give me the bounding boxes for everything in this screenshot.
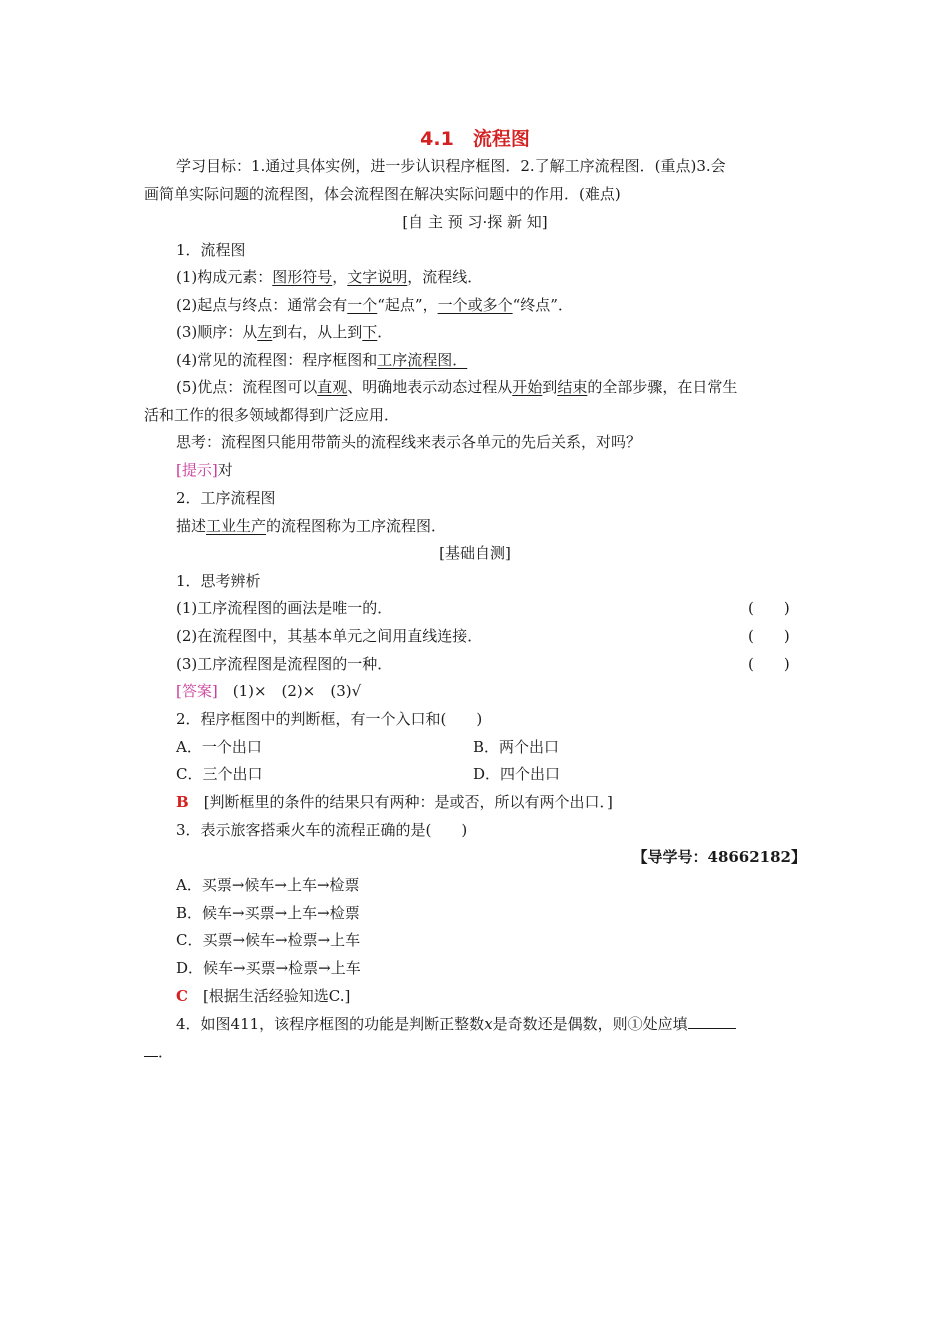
text: (1)构成元素： — [176, 268, 273, 286]
underlined-answer: 图形符号 — [272, 268, 333, 286]
text: ． — [158, 1043, 174, 1061]
q2-answer — [176, 792, 613, 812]
basic-header: [基础自测] — [439, 544, 511, 562]
section-header: [自 主 预 习·探 新 知] — [402, 213, 548, 231]
answer-paren: ( ) — [748, 599, 790, 617]
text: (5)优点：流程图可以 — [176, 378, 318, 396]
text: 、明确地表示动态过程从 — [347, 378, 513, 396]
q3-answer — [176, 986, 350, 1006]
s1-item-5 — [176, 377, 737, 397]
q2-option-c: C．三个出口 — [176, 765, 263, 783]
hint-tag: [提示] — [176, 461, 218, 479]
objectives-line-1: 学习目标：1.通过具体实例，进一步认识程序框图．2.了解工序流程图．(重点)3.会 — [176, 157, 726, 175]
underlined-answer: 工序流程图． — [377, 351, 468, 369]
answer-paren: ( ) — [748, 627, 790, 645]
underlined-answer: 开始 — [512, 378, 543, 396]
q1-heading: 1．思考辨析 — [176, 572, 261, 590]
text: 描述 — [176, 517, 207, 535]
page-title: 4.1 流程图 — [420, 128, 530, 150]
q1-item-1: (1)工序流程图的画法是唯一的． — [176, 599, 393, 617]
text: 到 — [542, 378, 558, 396]
text: 到右，从上到 — [272, 323, 363, 341]
s2-text — [176, 516, 446, 536]
text: 的全部步骤，在日常生 — [587, 378, 738, 396]
text: 的流程图称为工序流程图． — [266, 517, 447, 535]
s2-heading: 2．工序流程图 — [176, 489, 276, 507]
text: “终点”． — [512, 296, 573, 314]
q3-option-d: D．候车→买票→检票→上车 — [176, 959, 361, 977]
q4-stem-cont — [144, 1042, 173, 1062]
guide-number: 【导学号：48662182】 — [632, 848, 806, 866]
q1-answer — [176, 681, 361, 701]
text: “起点”， — [377, 296, 438, 314]
s1-item-3 — [176, 322, 392, 342]
s1-item-2 — [176, 295, 573, 315]
underlined-answer: 直观 — [317, 378, 348, 396]
answer-explanation: [判断框里的条件的结果只有两种：是或否，所以有两个出口．] — [188, 793, 613, 811]
text: ． — [377, 323, 393, 341]
hint-text: 对 — [217, 461, 233, 479]
text: ，流程线． — [407, 268, 483, 286]
q1-item-2: (2)在流程图中，其基本单元之间用直线连接． — [176, 627, 483, 645]
text: 4．如图411，该程序框图的功能是判断正整数 — [176, 1015, 485, 1033]
text: (2)起点与终点：通常会有 — [176, 296, 348, 314]
answer-letter: C — [176, 987, 188, 1005]
text: 是奇数还是偶数，则①处应填 — [492, 1015, 688, 1033]
q2-option-b: B．两个出口 — [473, 738, 560, 756]
objectives-line-2: 画简单实际问题的流程图，体会流程图在解决实际问题中的作用．(难点) — [144, 185, 621, 203]
underlined-answer: 工业生产 — [206, 517, 267, 535]
answer-letter: B — [176, 793, 189, 811]
s1-heading: 1．流程图 — [176, 241, 246, 259]
s1-item-5-cont: 活和工作的很多领域都得到广泛应用． — [144, 406, 400, 424]
answer-paren: ( ) — [748, 655, 790, 673]
answer-tag: [答案] — [176, 682, 218, 700]
underlined-answer: 左 — [257, 323, 273, 341]
text: ， — [332, 268, 348, 286]
answer-text: (1)× (2)× (3)√ — [217, 682, 362, 700]
underlined-answer: 一个 — [347, 296, 378, 314]
q3-option-c: C．买票→候车→检票→上车 — [176, 931, 361, 949]
q2-option-a: A．一个出口 — [176, 738, 262, 756]
s1-item-1 — [176, 267, 482, 287]
think-question: 思考：流程图只能用带箭头的流程线来表示各单元的先后关系，对吗？ — [176, 433, 642, 451]
fill-blank — [144, 1042, 158, 1057]
underlined-answer: 下 — [362, 323, 378, 341]
q2-option-d: D．四个出口 — [473, 765, 561, 783]
variable-x: x — [484, 1015, 493, 1033]
underlined-answer: 结束 — [557, 378, 588, 396]
q3-stem: 3．表示旅客搭乘火车的流程正确的是( ) — [176, 821, 468, 839]
underlined-answer: 一个或多个 — [437, 296, 513, 314]
q3-option-a: A．买票→候车→上车→检票 — [176, 876, 360, 894]
q3-option-b: B．候车→买票→上车→检票 — [176, 904, 360, 922]
s1-item-4 — [176, 350, 467, 370]
text: (4)常见的流程图：程序框图和 — [176, 351, 378, 369]
text: (3)顺序：从 — [176, 323, 258, 341]
q4-stem — [176, 1014, 736, 1034]
answer-explanation: [根据生活经验知选C.] — [187, 987, 351, 1005]
q1-item-3: (3)工序流程图是流程图的一种． — [176, 655, 393, 673]
hint-line — [176, 460, 233, 480]
q2-stem: 2．程序框图中的判断框，有一个入口和( ) — [176, 710, 483, 728]
fill-blank — [688, 1014, 736, 1029]
underlined-answer: 文字说明 — [347, 268, 408, 286]
